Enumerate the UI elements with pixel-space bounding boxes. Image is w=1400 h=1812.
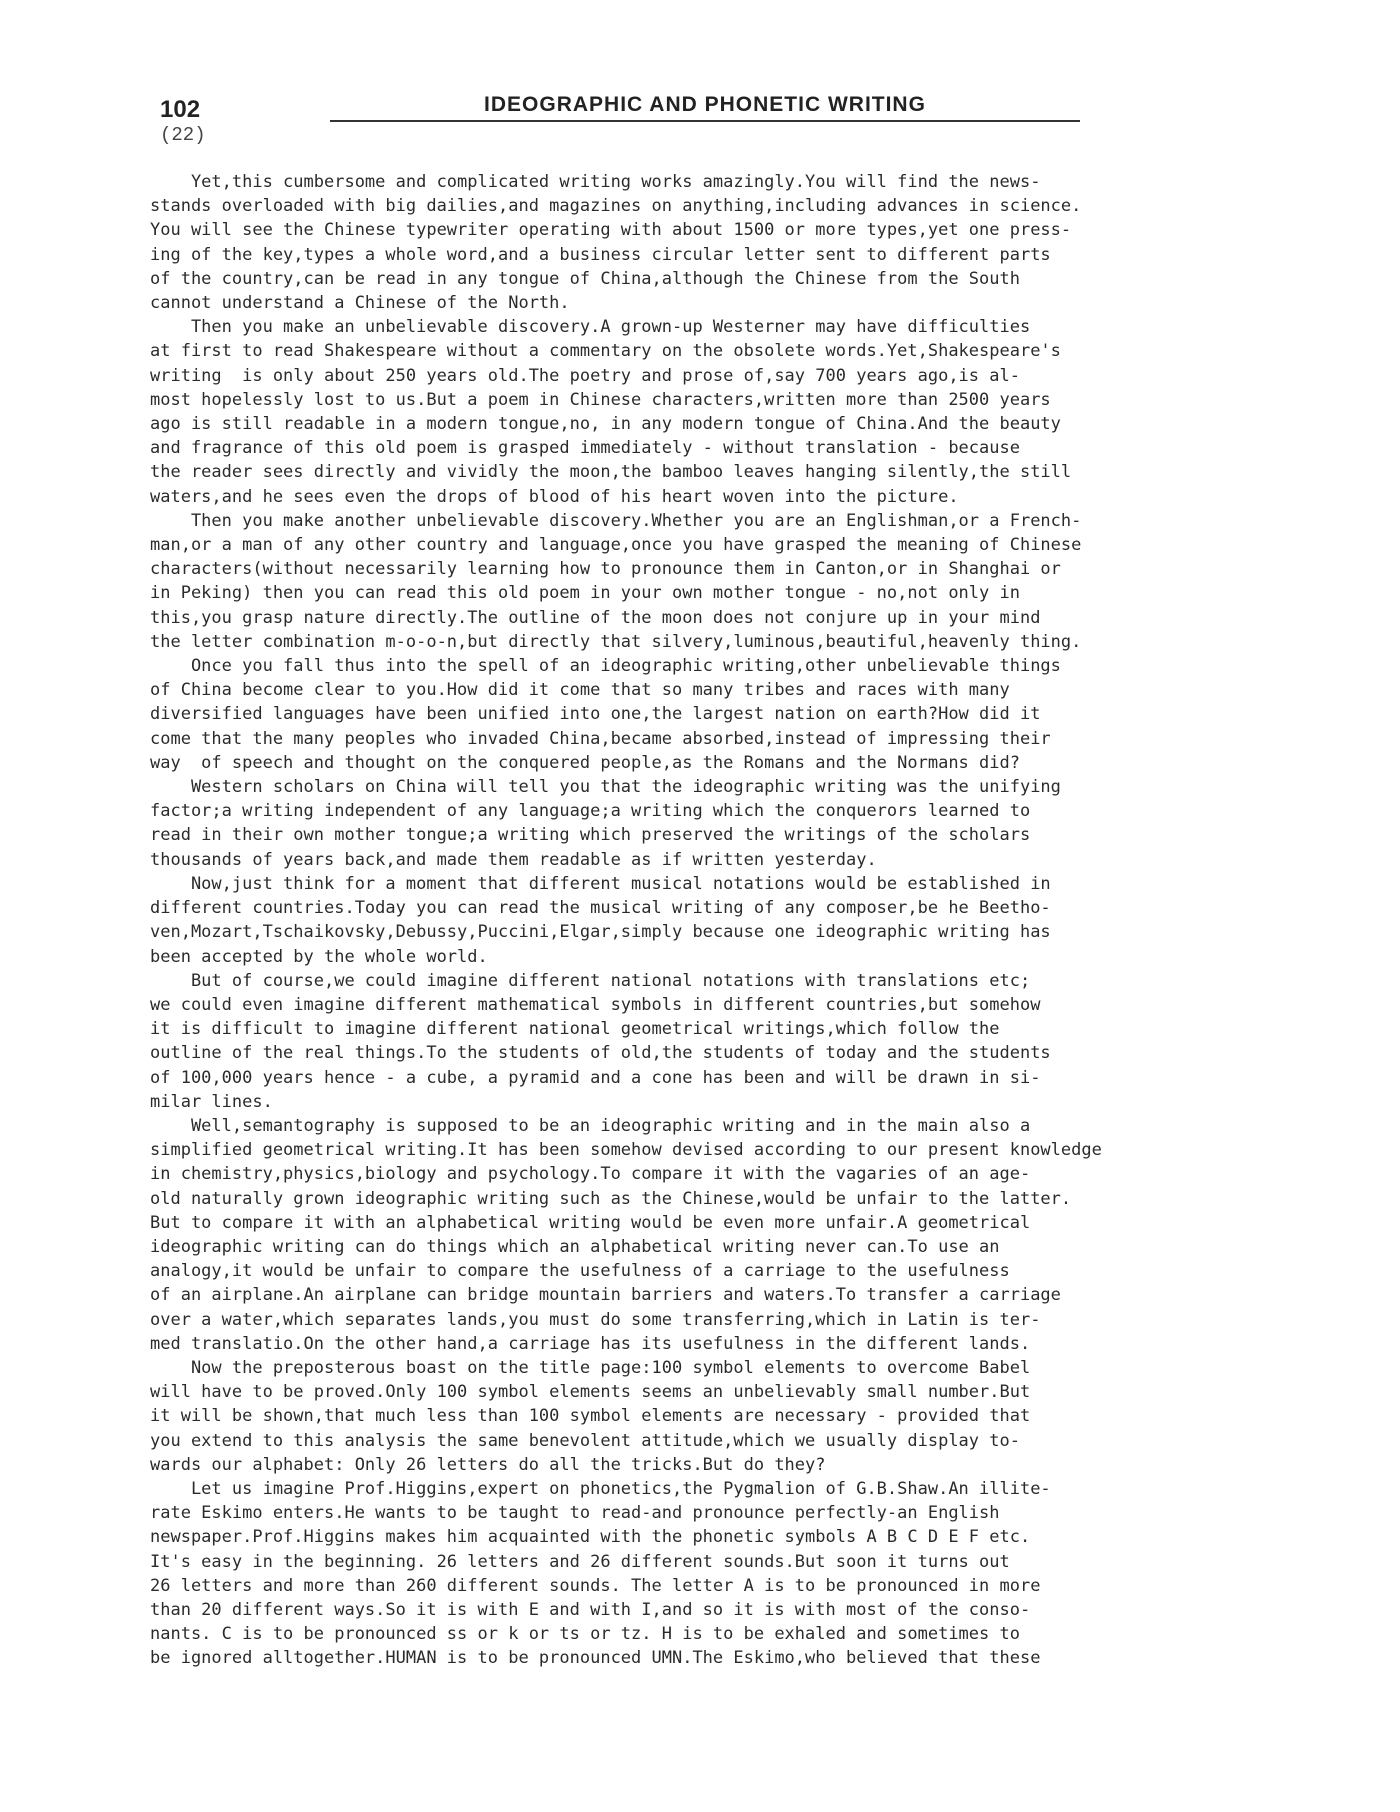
text-line: characters(without necessarily learning how to pronounce them in Canton,or in Shanghai or [150, 559, 1061, 580]
text-line: of an airplane.An airplane can bridge mountain barriers and waters.To transfer a carriage [150, 1285, 1061, 1306]
header-rule [330, 120, 1080, 122]
text-line: med translatio.On the other hand,a carriage has its usefulness in the different lands. [150, 1333, 1031, 1354]
text-line: be ignored alltogether.HUMAN is to be pronounced UMN.The Eskimo,who believed that these [150, 1648, 1041, 1669]
text-line: ideographic writing can do things which an alphabetical writing never can.To use an [150, 1236, 1000, 1257]
text-line: Once you fall thus into the spell of an ideographic writing,other unbelievable things [150, 656, 1061, 677]
text-line: this,you grasp nature directly.The outline of the moon does not conjure up in your mind [150, 607, 1041, 628]
text-line: nants. C is to be pronounced ss or k or ts or tz. H is to be exhaled and sometimes to [150, 1624, 1020, 1645]
text-line: Now,just think for a moment that different musical notations would be established in [150, 873, 1051, 894]
page-number-alternate: (22) [160, 124, 206, 146]
text-line: ven,Mozart,Tschaikovsky,Debussy,Puccini,Elgar,simply because one ideographic writing has [150, 922, 1051, 943]
text-line: simplified geometrical writing.It has been somehow devised according to our present knowledge [150, 1140, 1102, 1161]
text-line: man,or a man of any other country and language,once you have grasped the meaning of Chinese [150, 535, 1082, 556]
text-line: stands overloaded with big dailies,and magazines on anything,including advances in science. [150, 196, 1082, 217]
text-line: diversified languages have been unified into one,the largest nation on earth?How did it [150, 704, 1041, 725]
text-line: different countries.Today you can read the musical writing of any composer,be he Beetho- [150, 898, 1051, 919]
text-line: Then you make an unbelievable discovery.A grown-up Westerner may have difficulties [150, 317, 1031, 338]
text-line: Western scholars on China will tell you that the ideographic writing was the unifying [150, 777, 1061, 798]
text-line: ing of the key,types a whole word,and a business circular letter sent to different parts [150, 244, 1051, 265]
text-line: we could even imagine different mathematical symbols in different countries,but somehow [150, 994, 1041, 1015]
text-line: But to compare it with an alphabetical writing would be even more unfair.A geometrical [150, 1212, 1031, 1233]
text-line: milar lines. [150, 1091, 273, 1112]
text-line: the letter combination m-o-o-n,but directly that silvery,luminous,beautiful,heavenly thing. [150, 631, 1082, 652]
text-line: But of course,we could imagine different national notations with translations etc; [150, 970, 1031, 991]
text-line: and fragrance of this old poem is grasped immediately - without translation - because [150, 438, 1020, 459]
text-line: analogy,it would be unfair to compare the usefulness of a carriage to the usefulness [150, 1261, 1010, 1282]
text-line: in Peking) then you can read this old poem in your own mother tongue - no,not only in [150, 583, 1020, 604]
text-line: factor;a writing independent of any language;a writing which the conquerors learned to [150, 801, 1031, 822]
text-line: over a water,which separates lands,you must do some transferring,which in Latin is ter- [150, 1309, 1041, 1330]
text-line: in chemistry,physics,biology and psychology.To compare it with the vagaries of an age- [150, 1164, 1031, 1185]
text-line: read in their own mother tongue;a writing which preserved the writings of the scholars [150, 825, 1031, 846]
text-line: newspaper.Prof.Higgins makes him acquainted with the phonetic symbols A B C D E F etc. [150, 1527, 1031, 1548]
text-line: you extend to this analysis the same benevolent attitude,which we usually display to- [150, 1430, 1020, 1451]
text-line: old naturally grown ideographic writing such as the Chinese,would be unfair to the latter. [150, 1188, 1072, 1209]
text-line: Let us imagine Prof.Higgins,expert on phonetics,the Pygmalion of G.B.Shaw.An illite- [150, 1478, 1051, 1499]
text-line: wards our alphabet: Only 26 letters do all the tricks.But do they? [150, 1454, 826, 1475]
text-line: writing is only about 250 years old.The poetry and prose of,say 700 years ago,is al- [150, 365, 1020, 386]
text-line: been accepted by the whole world. [150, 946, 488, 967]
text-line: of the country,can be read in any tongue of China,although the Chinese from the South [150, 268, 1020, 289]
text-line: It's easy in the beginning. 26 letters and 26 different sounds.But soon it turns out [150, 1551, 1010, 1572]
text-line: Then you make another unbelievable discovery.Whether you are an Englishman,or a French- [150, 510, 1082, 531]
text-line: Well,semantography is supposed to be an ideographic writing and in the main also a [150, 1115, 1031, 1136]
text-line: come that the many peoples who invaded China,became absorbed,instead of impressing their [150, 728, 1051, 749]
text-line: rate Eskimo enters.He wants to be taught to read-and pronounce perfectly-an English [150, 1503, 1000, 1524]
text-line: ago is still readable in a modern tongue,no, in any modern tongue of China.And the beauty [150, 414, 1061, 435]
body-text [150, 170, 1265, 1671]
text-line: You will see the Chinese typewriter operating with about 1500 or more types,yet one press- [150, 220, 1072, 241]
text-line: Yet,this cumbersome and complicated writing works amazingly.You will find the news- [150, 172, 1041, 192]
text-line: outline of the real things.To the students of old,the students of today and the students [150, 1043, 1051, 1064]
text-line: at first to read Shakespeare without a commentary on the obsolete words.Yet,Shakespeare's [150, 341, 1061, 362]
text-line: Now the preposterous boast on the title page:100 symbol elements to overcome Babel [150, 1357, 1031, 1378]
text-line: it is difficult to imagine different national geometrical writings,which follow the [150, 1019, 1000, 1040]
text-line: thousands of years back,and made them readable as if written yesterday. [150, 849, 877, 870]
text-line: cannot understand a Chinese of the North. [150, 293, 570, 314]
text-line: waters,and he sees even the drops of blood of his heart woven into the picture. [150, 486, 959, 507]
text-line: most hopelessly lost to us.But a poem in Chinese characters,written more than 2500 years [150, 389, 1051, 410]
text-line: 26 letters and more than 260 different sounds. The letter A is to be pronounced in more [150, 1575, 1041, 1596]
text-line: way of speech and thought on the conquered people,as the Romans and the Normans did? [150, 752, 1020, 773]
text-line: of 100,000 years hence - a cube, a pyramid and a cone has been and will be drawn in si- [150, 1067, 1041, 1088]
text-line: of China become clear to you.How did it come that so many tribes and races with many [150, 680, 1010, 701]
text-line: than 20 different ways.So it is with E and with I,and so it is with most of the conso- [150, 1599, 1031, 1620]
page-number: 102 [160, 96, 201, 123]
running-head: IDEOGRAPHIC AND PHONETIC WRITING [484, 93, 926, 116]
text-line: the reader sees directly and vividly the moon,the bamboo leaves hanging silently,the still [150, 462, 1072, 483]
text-line: will have to be proved.Only 100 symbol elements seems an unbelievably small number.But [150, 1382, 1031, 1403]
text-line: it will be shown,that much less than 100 symbol elements are necessary - provided that [150, 1406, 1031, 1427]
